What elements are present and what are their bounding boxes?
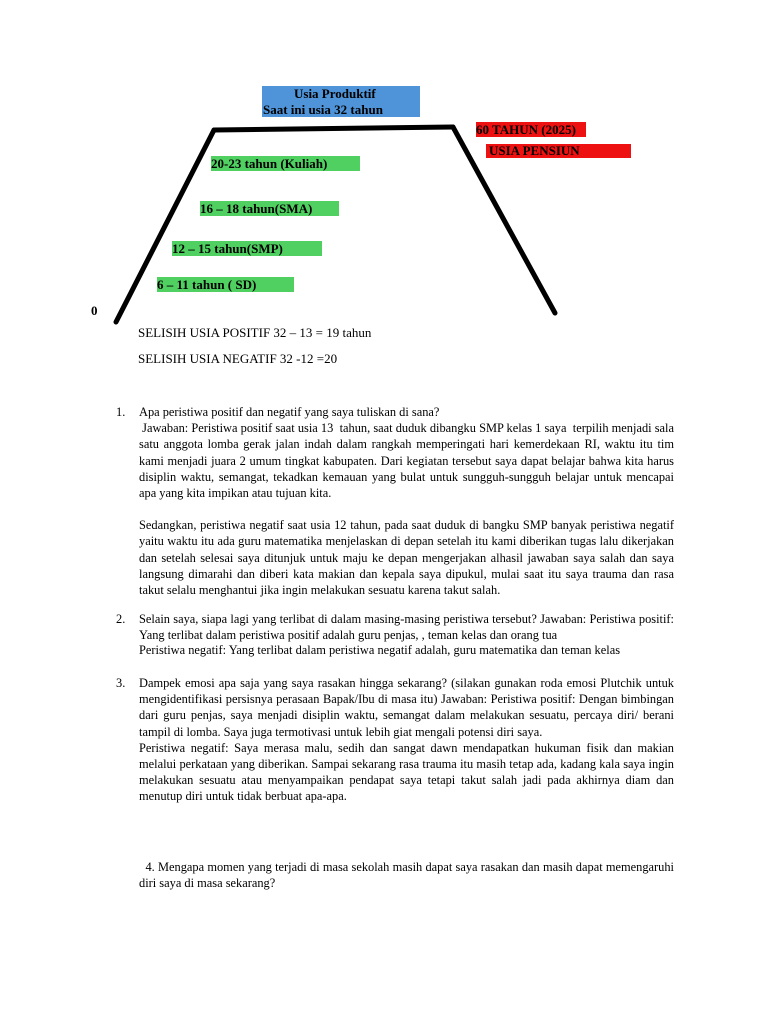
retirement-label: USIA PENSIUN bbox=[489, 143, 580, 158]
origin-zero-label: 0 bbox=[91, 303, 98, 318]
question-3-text: Dampek emosi apa saja yang saya rasakan hingga sekarang? (silakan gunakan roda emosi Plutchik untuk mengidentifikasi persisnya perasaan Bapak/Ibu di masa itu) Jawaban: Peristiwa positif: Dengan bimbingan dari guru penjas, saya menjadi disiplin waktu, semangat dalam melakukan sesuatu, percaya diri/ berani tampil di lomba. Saya juga termotivasi untuk lebih giat mengali potensi diri saya. bbox=[139, 676, 674, 739]
retirement-year-label: 60 TAHUN (2025) bbox=[476, 122, 586, 137]
question-3-number: 3. bbox=[116, 676, 126, 690]
question-3-answer-negative: Peristiwa negatif: Saya merasa malu, sedih dan sangat dawn mendapatkan hukuman fisik dan makian melalui perkataan yang diberikan. Sampai sekarang rasa trauma itu masih tetap ada, kadang kala saya ingin melakukan sesuatu atau menyampaikan pendapat saya tetapi takut salah jadi pada akhirnya diam dan menutup diri untuk tidak berbuat apa-apa. bbox=[139, 740, 674, 804]
question-2-block bbox=[139, 611, 674, 659]
question-2-number: 2. bbox=[116, 612, 126, 626]
stage-sma-label: 16 – 18 tahun(SMA) bbox=[200, 201, 339, 216]
productive-age-subtitle: Saat ini usia 32 tahun bbox=[263, 102, 383, 117]
question-3-block bbox=[139, 675, 674, 805]
question-2-answer-negative: Peristiwa negatif: Yang terlibat dalam peristiwa negatif adalah, guru matematika dan teman kelas bbox=[139, 643, 621, 658]
productive-age-title: Usia Produktif bbox=[294, 86, 376, 101]
positive-age-difference: SELISIH USIA POSITIF 32 – 13 = 19 tahun bbox=[138, 325, 372, 340]
question-2-text: Selain saya, siapa lagi yang terlibat di dalam masing-masing peristiwa tersebut? Jawaban: Peristiwa positif: Yang terlibat dalam peristiwa positif adalah guru penjas, , teman kelas dan orang tua bbox=[139, 612, 674, 643]
stage-smp-label: 12 – 15 tahun(SMP) bbox=[172, 241, 322, 256]
question-1-answer-negative: Sedangkan, peristiwa negatif saat usia 12 tahun, pada saat duduk di bangku SMP banyak peristiwa negatif yaitu waktu itu ada guru matematika menjelaskan di depan setelah itu kami diberikan tugas lalu dikerjakan dan setelah selesai saya ditunjuk untuk maju ke depan mengerjakan alhasil jawaban saya salah dan saya langsung dimarahi dan diberi kata makian dan kepala saya dipukul, mulai saat itu saya trauma dan rasa takut selalu menghantui jika ingin melakukan sesuatu karena takut salah. bbox=[139, 518, 674, 598]
negative-age-difference: SELISIH USIA NEGATIF 32 -12 =20 bbox=[138, 351, 338, 366]
stage-kuliah-label: 20-23 tahun (Kuliah) bbox=[211, 156, 360, 171]
stage-sd-label: 6 – 11 tahun ( SD) bbox=[157, 277, 294, 292]
question-1-answer-positive: Jawaban: Peristiwa positif saat usia 13 tahun, saat duduk dibangku SMP kelas 1 saya terpilih menjadi sala satu anggota lomba gerak jalan indah dalam rangkah memperingati hari kemerdekaan RI, waktu itu tim kami menjadi juara 2 umum tingkat kabupaten. Dari kegiatan tersebut saya dapat belajar bahwa kita harus disiplin waktu, semangat, tekadkan kemauan yang bulat untuk sungguh-sungguh belajar untuk mencapai apa yang kita impikan atau tujuan kita. bbox=[139, 421, 678, 501]
question-1-text: Apa peristiwa positif dan negatif yang saya tuliskan di sana? bbox=[139, 405, 440, 419]
question-4-block bbox=[139, 859, 678, 891]
question-4-text: 4. Mengapa momen yang terjadi di masa sekolah masih dapat saya rasakan dan masih dapat memengaruhi diri saya di masa sekarang? bbox=[139, 860, 678, 891]
plateau-line bbox=[214, 127, 453, 130]
question-1-block bbox=[139, 404, 678, 598]
age-trapezoid-diagram bbox=[0, 0, 768, 340]
question-1-number: 1. bbox=[116, 405, 126, 419]
rise-line bbox=[116, 130, 214, 322]
